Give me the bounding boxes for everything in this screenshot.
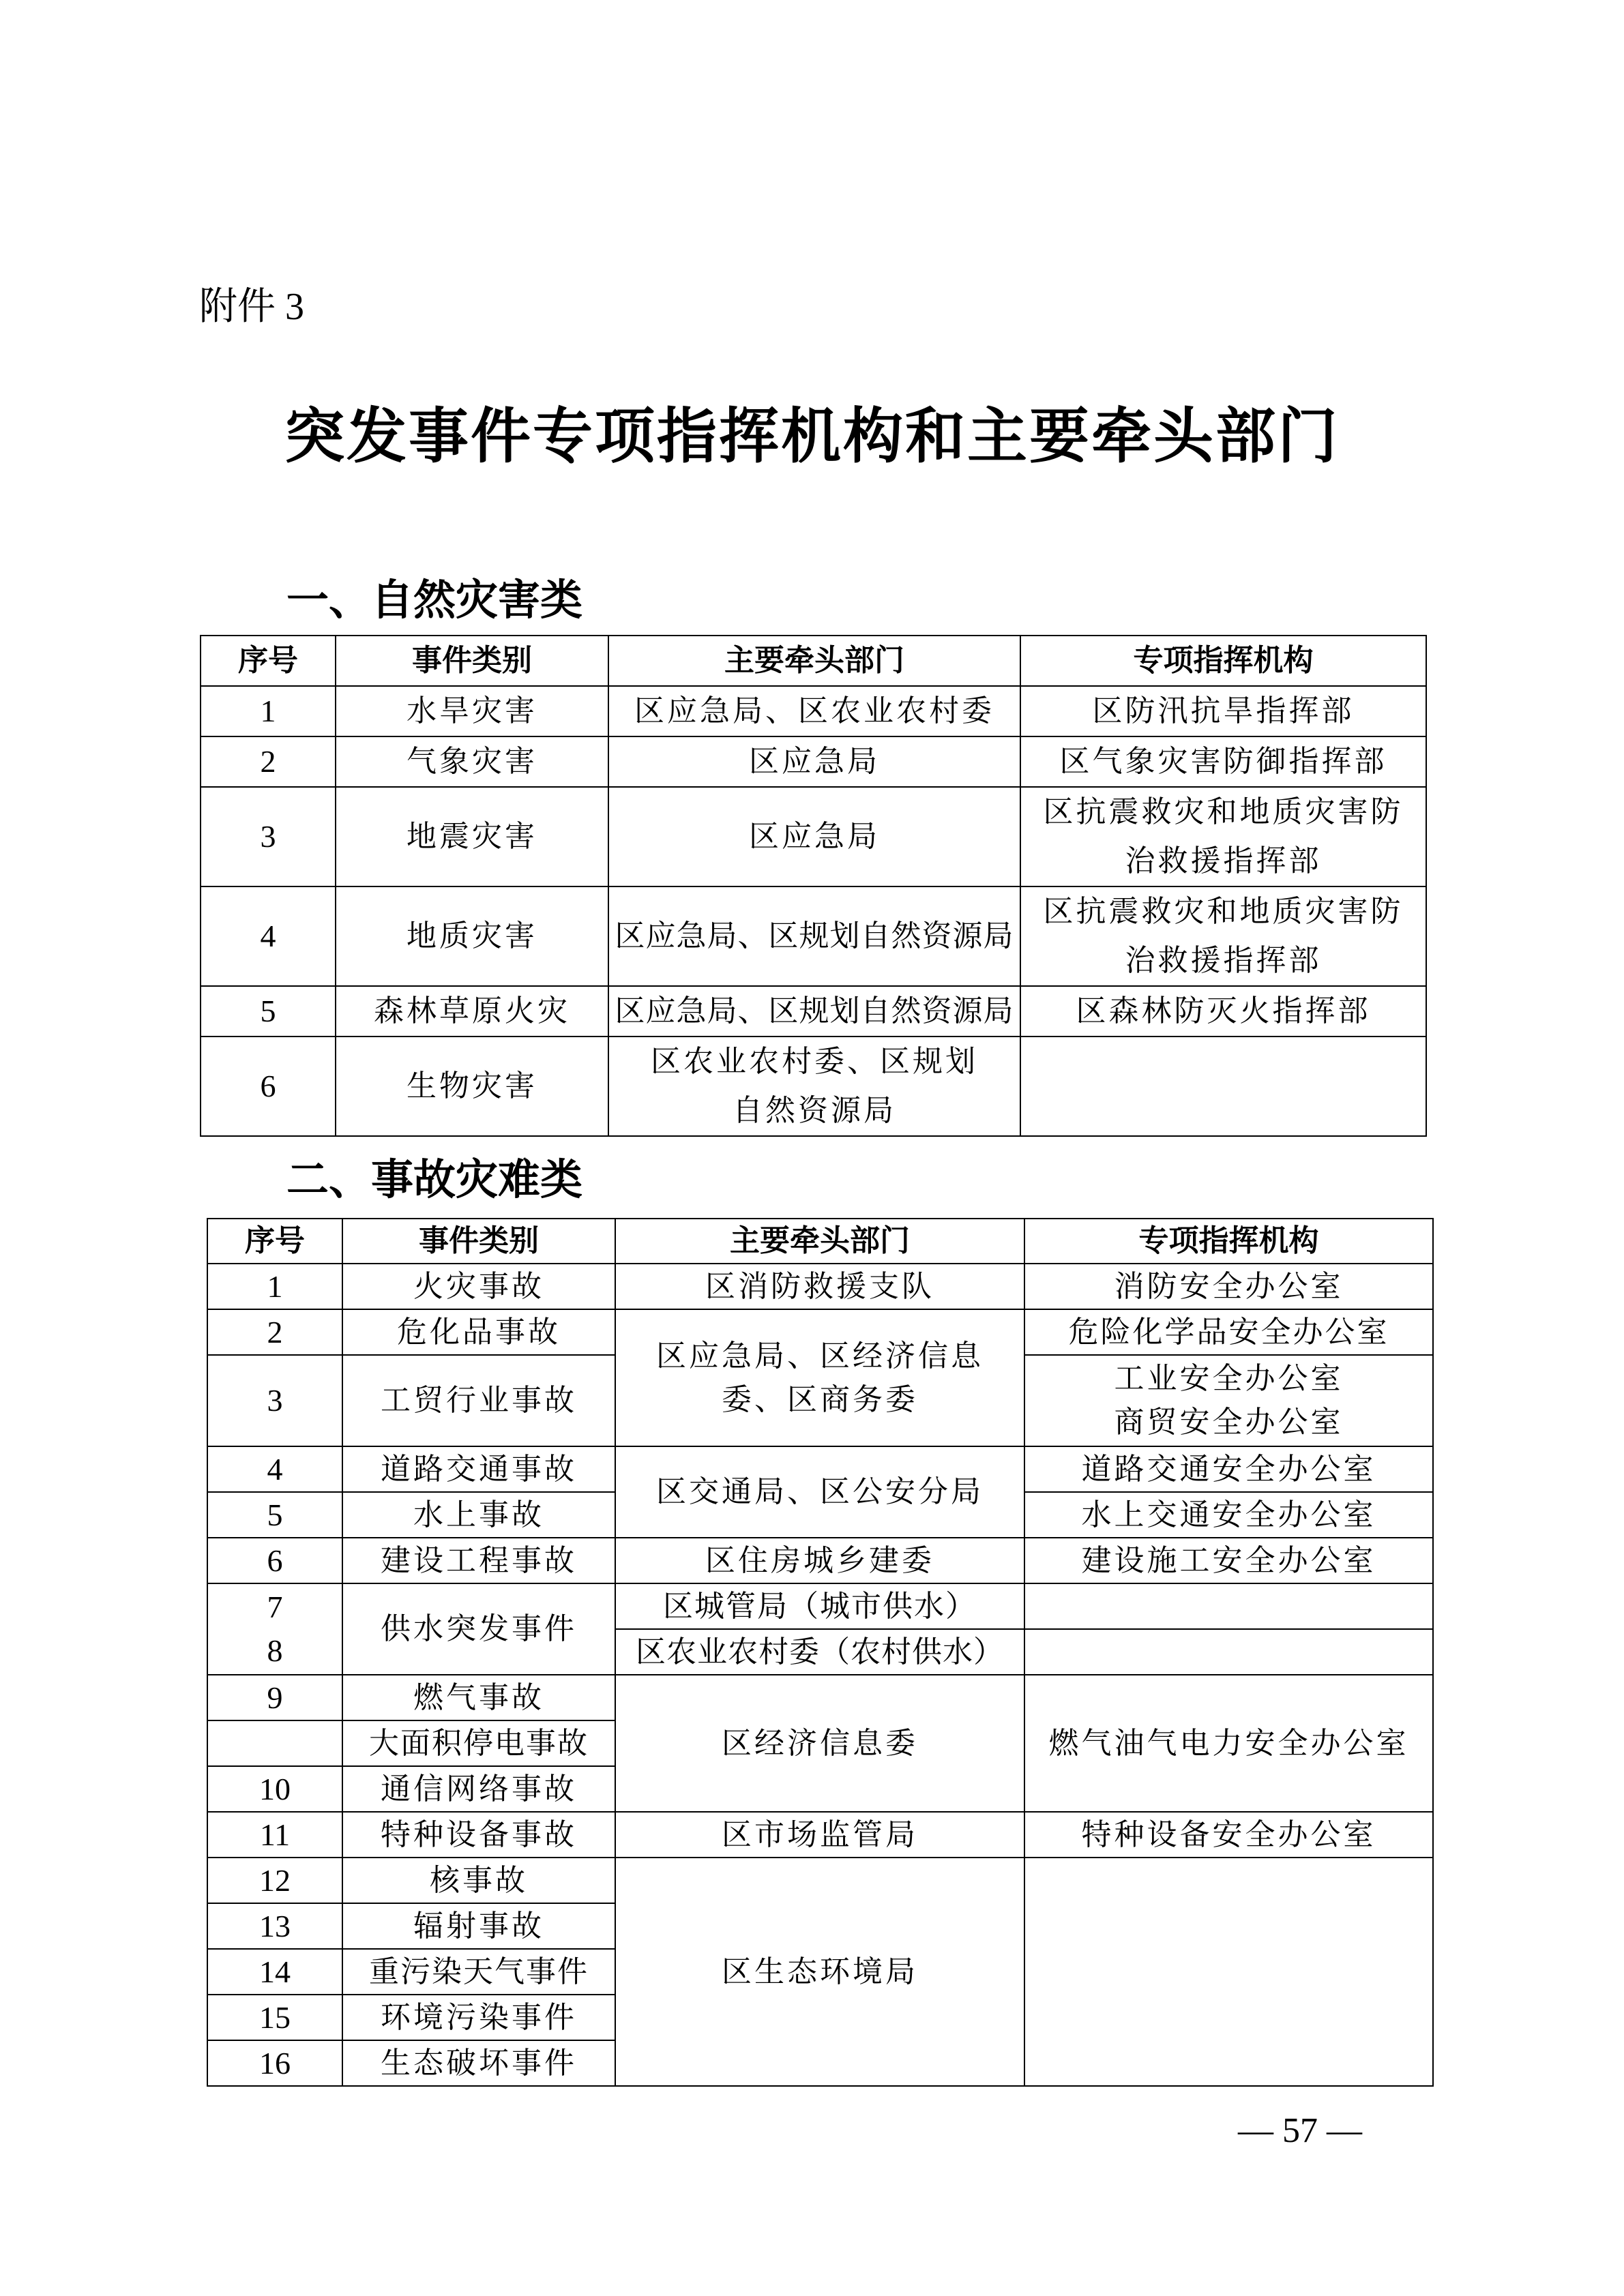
- row-dept: 区应急局: [608, 736, 1020, 787]
- row-no: 5: [201, 986, 336, 1037]
- row-no: 2: [207, 1309, 342, 1355]
- row-dept: 区应急局、区规划自然资源局: [608, 886, 1020, 986]
- row-no: 14: [207, 1949, 342, 1995]
- row-agency: 特种设备安全办公室: [1024, 1812, 1433, 1858]
- table-row: [207, 1264, 1433, 1309]
- header-agency: 专项指挥机构: [1024, 1219, 1433, 1264]
- row-agency: 消防安全办公室: [1024, 1264, 1433, 1309]
- row-category: 危化品事故: [342, 1309, 615, 1355]
- row-category: 重污染天气事件: [342, 1949, 615, 1995]
- row-dept-merged: 区交通局、区公安分局: [615, 1446, 1024, 1538]
- row-category: 工贸行业事故: [342, 1355, 615, 1446]
- row-no: 3: [207, 1355, 342, 1446]
- row-category: 建设工程事故: [342, 1538, 615, 1583]
- row-no: 5: [207, 1492, 342, 1538]
- row-category: 特种设备事故: [342, 1812, 615, 1858]
- table-row: [207, 1538, 1433, 1583]
- row-category: 地震灾害: [336, 787, 608, 886]
- page-number: — 57 —: [1238, 2111, 1362, 2150]
- table-row: [207, 1858, 1433, 1903]
- table-row: [201, 886, 1426, 986]
- header-category: 事件类别: [336, 636, 608, 686]
- row-no: 10: [207, 1766, 342, 1812]
- row-no: 4: [201, 886, 336, 986]
- row-agency: 水上交通安全办公室: [1024, 1492, 1433, 1538]
- row-dept: 区农业农村委、区规划自然资源局: [608, 1037, 1020, 1136]
- table-row: [201, 787, 1426, 886]
- row-dept: 区消防救援支队: [615, 1264, 1024, 1309]
- row-dept: 区应急局、区规划自然资源局: [608, 986, 1020, 1037]
- row-category: 森林草原火灾: [336, 986, 608, 1037]
- row-dept: 区应急局: [608, 787, 1020, 886]
- row-agency: 区气象灾害防御指挥部: [1020, 736, 1426, 787]
- row-dept: 区市场监管局: [615, 1812, 1024, 1858]
- table-row: [201, 1037, 1426, 1136]
- row-agency: [1020, 1037, 1426, 1136]
- section-heading-accident-disasters: 二、事故灾难类: [286, 1154, 583, 1204]
- row-no: 4: [207, 1446, 342, 1492]
- row-agency: 区抗震救灾和地质灾害防治救援指挥部: [1020, 787, 1426, 886]
- row-dept-merged: 区应急局、区经济信息委、区商务委: [615, 1309, 1024, 1446]
- accident-disasters-table: [207, 1218, 1434, 2087]
- row-no: 15: [207, 1995, 342, 2040]
- header-no: 序号: [201, 636, 336, 686]
- attachment-label: [199, 280, 304, 334]
- natural-disasters-table: [200, 635, 1427, 1137]
- header-dept: 主要牵头部门: [615, 1219, 1024, 1264]
- header-agency: 专项指挥机构: [1020, 636, 1426, 686]
- row-no: 13: [207, 1903, 342, 1949]
- row-agency-merged: [1024, 1858, 1433, 2086]
- table-row: [207, 1309, 1433, 1355]
- table-row: [201, 736, 1426, 787]
- row-dept: 区应急局、区农业农村委: [608, 686, 1020, 736]
- row-category: 辐射事故: [342, 1903, 615, 1949]
- section-heading-natural-disasters: 一、自然灾害类: [286, 575, 583, 625]
- row-category: 地质灾害: [336, 886, 608, 986]
- header-category: 事件类别: [342, 1219, 615, 1264]
- row-no: 3: [201, 787, 336, 886]
- header-no: 序号: [207, 1219, 342, 1264]
- row-category: 生态破坏事件: [342, 2040, 615, 2086]
- row-agency: 区防汛抗旱指挥部: [1020, 686, 1426, 736]
- row-category: 水旱灾害: [336, 686, 608, 736]
- row-no: 9: [207, 1675, 342, 1720]
- row-dept: 区住房城乡建委: [615, 1538, 1024, 1583]
- row-category: 气象灾害: [336, 736, 608, 787]
- row-no: 1: [207, 1264, 342, 1309]
- row-category: 核事故: [342, 1858, 615, 1903]
- table-row: [201, 686, 1426, 736]
- row-category: 环境污染事件: [342, 1995, 615, 2040]
- table-row: [207, 1812, 1433, 1858]
- row-agency-merged: 燃气油气电力安全办公室: [1024, 1675, 1433, 1812]
- row-agency: 区森林防灭火指挥部: [1020, 986, 1426, 1037]
- row-category: 道路交通事故: [342, 1446, 615, 1492]
- row-dept: 区城管局（城市供水）: [615, 1583, 1024, 1629]
- row-agency: 建设施工安全办公室: [1024, 1538, 1433, 1583]
- attachment-text: 附件: [199, 284, 276, 329]
- row-agency: 工业安全办公室 商贸安全办公室: [1024, 1355, 1433, 1446]
- table-row: [207, 1583, 1433, 1629]
- table-header-row: [207, 1219, 1433, 1264]
- row-agency: 危险化学品安全办公室: [1024, 1309, 1433, 1355]
- row-category: 供水突发事件: [342, 1583, 615, 1675]
- header-dept: 主要牵头部门: [608, 636, 1020, 686]
- row-agency: 道路交通安全办公室: [1024, 1446, 1433, 1492]
- row-agency: [1024, 1583, 1433, 1629]
- row-dept-merged: 区经济信息委: [615, 1675, 1024, 1812]
- row-category: 通信网络事故: [342, 1766, 615, 1812]
- row-no: 11: [207, 1812, 342, 1858]
- row-category: 水上事故: [342, 1492, 615, 1538]
- row-no: 1: [201, 686, 336, 736]
- table-row: [207, 1446, 1433, 1492]
- row-no: 6: [201, 1037, 336, 1136]
- attachment-number: 3: [285, 286, 304, 328]
- row-no-merged: 7 8: [207, 1583, 342, 1675]
- row-agency: 区抗震救灾和地质灾害防治救援指挥部: [1020, 886, 1426, 986]
- row-no: 12: [207, 1858, 342, 1903]
- table-row: [201, 986, 1426, 1037]
- row-no: [207, 1720, 342, 1766]
- row-category: 大面积停电事故: [342, 1720, 615, 1766]
- table-row: [207, 1675, 1433, 1720]
- row-category: 燃气事故: [342, 1675, 615, 1720]
- row-dept: 区农业农村委（农村供水）: [615, 1629, 1024, 1675]
- table-header-row: [201, 636, 1426, 686]
- row-no: 6: [207, 1538, 342, 1583]
- row-agency: [1024, 1629, 1433, 1675]
- row-category: 火灾事故: [342, 1264, 615, 1309]
- document-title: 突发事件专项指挥机构和主要牵头部门: [284, 401, 1340, 471]
- row-no: 2: [201, 736, 336, 787]
- row-category: 生物灾害: [336, 1037, 608, 1136]
- row-dept-merged: 区生态环境局: [615, 1858, 1024, 2086]
- row-no: 16: [207, 2040, 342, 2086]
